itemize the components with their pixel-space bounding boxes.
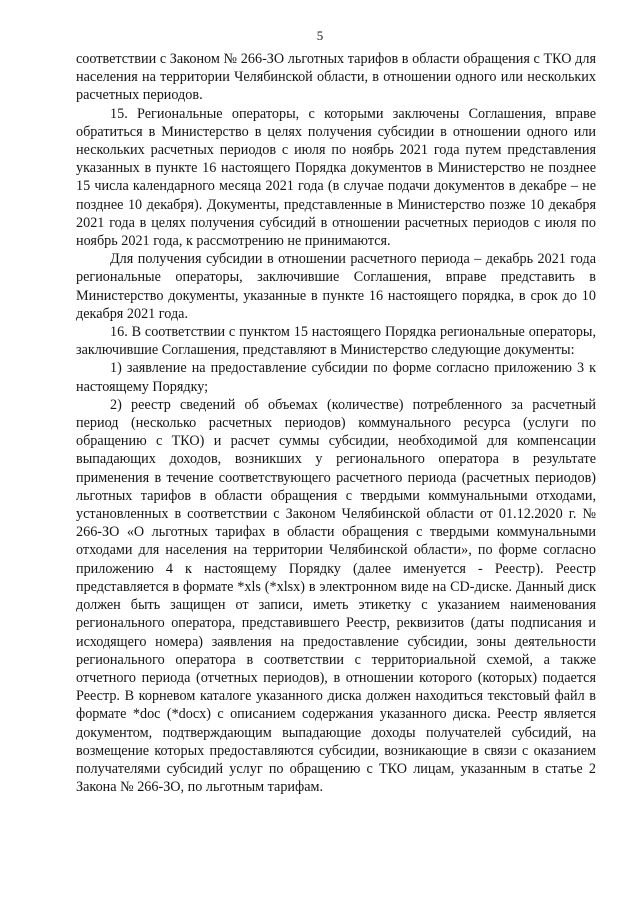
paragraph-item-15: 15. Региональные операторы, с которыми заключены Соглашения, вправе обратиться в Министерство в целях получения субсидии в отношении одного или нескольких расчетных периодов с июля по ноябрь 2021 года путем представления указанных в пункте 16 настоящего Порядка документов в Министерство не позднее 15 числа календарного месяца 2021 года (в случае подачи документов в декабре – не позднее 10 декабря). Документы, представленные в Министерство позже 10 декабря 2021 года в целях получения субсидий в отношении расчетных периодов с июля по ноябрь 2021 года, к рассмотрению не принимаются.	[76, 105, 596, 250]
paragraph-item-16: 16. В соответствии с пунктом 15 настоящего Порядка региональные операторы, заключившие Соглашения, представляют в Министерство следующие документы:	[76, 324, 596, 359]
document-body	[76, 50, 596, 796]
paragraph-subitem-2: 2) реестр сведений об объемах (количестве) потребленного за расчетный период (несколько расчетных периодов) коммунального ресурса (услуги по обращению с ТКО) и расчет суммы субсидии, необходимой для компенсации выпадающих доходов, возникших у регионального оператора в результате применения в течение соответствующего расчетного периода (расчетных периодов) льготных тарифов в области обращения с твердыми коммунальными отходами, установленных в соответствии с Законом Челябинской области от 01.12.2020 г. № 266-ЗО «О льготных тарифах в области обращения с твердыми коммунальными отходами для населения на территории Челябинской области», по форме согласно приложению 4 к настоящему Порядку (далее именуется - Реестр). Реестр представляется в формате *xls (*xlsx) в электронном виде на CD-диске. Данный диск должен быть защищен от записи, иметь этикетку с указанием наименования регионального оператора, представившего Реестр, реквизитов (даты подписания и исходящего номера) заявления на предоставление субсидии, зоны деятельности регионального оператора в соответствии с территориальной схемой, а также отчетного периода (отчетных периодов), в отношении которого (которых) подается Реестр. В корневом каталоге указанного диска должен находиться текстовый файл в формате *doc (*docx) с описанием содержания указанного диска. Реестр является документом, подтверждающим выпадающие доходы получателей субсидий, на возмещение которых предоставляются субсидии, возникающие в связи с оказанием получателями субсидий услуг по обращению с ТКО лицам, указанным в статье 2 Закона № 266-ЗО, по льготным тарифам.	[76, 396, 596, 796]
page-number: 5	[316, 28, 324, 43]
paragraph-december-subsidy: Для получения субсидии в отношении расчетного периода – декабрь 2021 года региональные операторы, заключившие Соглашения, вправе представить в Министерство документы, указанные в пункте 16 настоящего порядка, в срок до 10 декабря 2021 года.	[76, 251, 596, 322]
paragraph-continuation: соответствии с Законом № 266-ЗО льготных тарифов в области обращения с ТКО для населения на территории Челябинской области, в отношении одного или нескольких расчетных периодов.	[76, 51, 596, 104]
paragraph-subitem-1: 1) заявление на предоставление субсидии по форме согласно приложению 3 к настоящему Порядку;	[76, 360, 596, 395]
